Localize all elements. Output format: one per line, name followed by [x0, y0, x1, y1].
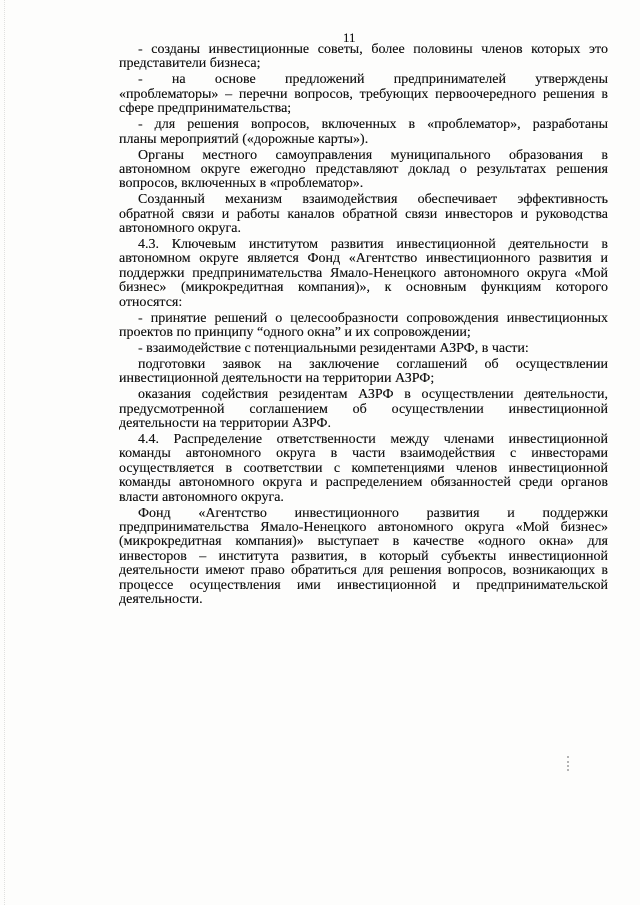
text-line: представители бизнеса;: [119, 56, 261, 72]
text-line: обратной связи и работы каналов обратной связи инвесторов и руководства: [119, 206, 608, 222]
text-line: поддержки предпринимательства Ямало-Ненецкого автономного округа «Мой: [119, 265, 608, 281]
text-line: автономного округа.: [119, 221, 241, 237]
paragraph: [119, 388, 608, 431]
paragraph: [119, 433, 608, 505]
text-line: Созданный механизм взаимодействия обеспечивает эффективность: [138, 192, 608, 208]
text-line: деятельности имеют право обратиться для решения вопросов, возникающих в: [119, 563, 608, 579]
text-line: - созданы инвестиционные советы, более половины членов которых это: [138, 42, 608, 57]
paragraph: [119, 73, 608, 116]
text-line: автономном округе является Фонд «Агентство инвестиционного развития и: [119, 251, 608, 267]
text-line: планы мероприятий («дорожные карты»).: [119, 131, 369, 147]
paragraph: [119, 118, 608, 147]
document-body: [119, 43, 608, 607]
text-line: относятся:: [119, 294, 183, 310]
paragraph: [119, 312, 608, 341]
text-line: (микрокредитная компания)» выступает в качестве «одного окна» для: [119, 534, 608, 550]
text-line: вопросов, включенных в «проблематор».: [119, 176, 364, 192]
text-line: команды автономного округа и распределением обязанностей среди органов: [119, 475, 608, 491]
text-line: проектов по принципу “одного окна” и их сопровождении;: [119, 324, 471, 340]
text-line: «проблематоры» – перечни вопросов, требующих первоочередного решения в: [119, 86, 608, 102]
text-line: предусмотренной соглашением об осуществлении инвестиционной: [119, 401, 608, 417]
text-line: деятельности.: [119, 591, 203, 607]
text-line: процессе осуществления ими инвестиционной и предпринимательской: [119, 577, 608, 593]
text-line: сфере предпринимательства;: [119, 101, 292, 117]
text-line: команды автономного округа в части взаимодействия с инвесторами: [119, 446, 608, 462]
text-line: инвесторов – института развития, в который субъекты инвестиционной: [119, 548, 608, 564]
text-line: предпринимательства Ямало-Ненецкого автономного округа «Мой бизнес»: [119, 520, 608, 536]
text-line: деятельности на территории АЗРФ.: [119, 416, 331, 432]
text-line: инвестиционной деятельности на территории АЗРФ;: [119, 371, 435, 387]
paragraph: [119, 507, 608, 608]
text-line: - принятие решений о целесообразности сопровождения инвестиционных: [138, 310, 608, 326]
text-line: 4.4. Распределение ответственности между членами инвестиционной: [138, 432, 608, 448]
text-line: оказания содействия резидентам АЗРФ в осуществлении деятельности,: [138, 387, 608, 403]
scan-edge-shadow: [4, 0, 5, 905]
paragraph: [119, 149, 608, 192]
text-line: подготовки заявок на заключение соглашений об осуществлении: [138, 356, 608, 372]
text-line: - взаимодействие с потенциальными резидентами АЗРФ, в части:: [138, 340, 529, 356]
paragraph: [119, 43, 608, 72]
text-line: 4.3. Ключевым институтом развития инвестиционной деятельности в: [138, 237, 608, 253]
text-line: - для решения вопросов, включенных в «проблематор», разработаны: [138, 117, 608, 133]
page-number: 11: [343, 30, 356, 45]
paragraph: [119, 342, 608, 356]
paragraph: [119, 193, 608, 236]
text-line: бизнес» (микрокредитная компания)», к основным функциям которого: [119, 280, 608, 296]
text-line: - на основе предложений предпринимателей утверждены: [138, 72, 608, 88]
paragraph: [119, 238, 608, 310]
text-line: власти автономного округа.: [119, 489, 284, 505]
text-line: Фонд «Агентство инвестиционного развития и поддержки: [138, 505, 608, 521]
text-line: Органы местного самоуправления муниципального образования в: [138, 147, 608, 163]
paragraph: [119, 358, 608, 387]
text-line: автономном округе ежегодно представляют доклад о результатах решения: [119, 161, 608, 177]
scan-mark: [567, 756, 569, 771]
text-line: осуществляется в соответствии с компетенциями членов инвестиционной: [119, 460, 608, 476]
